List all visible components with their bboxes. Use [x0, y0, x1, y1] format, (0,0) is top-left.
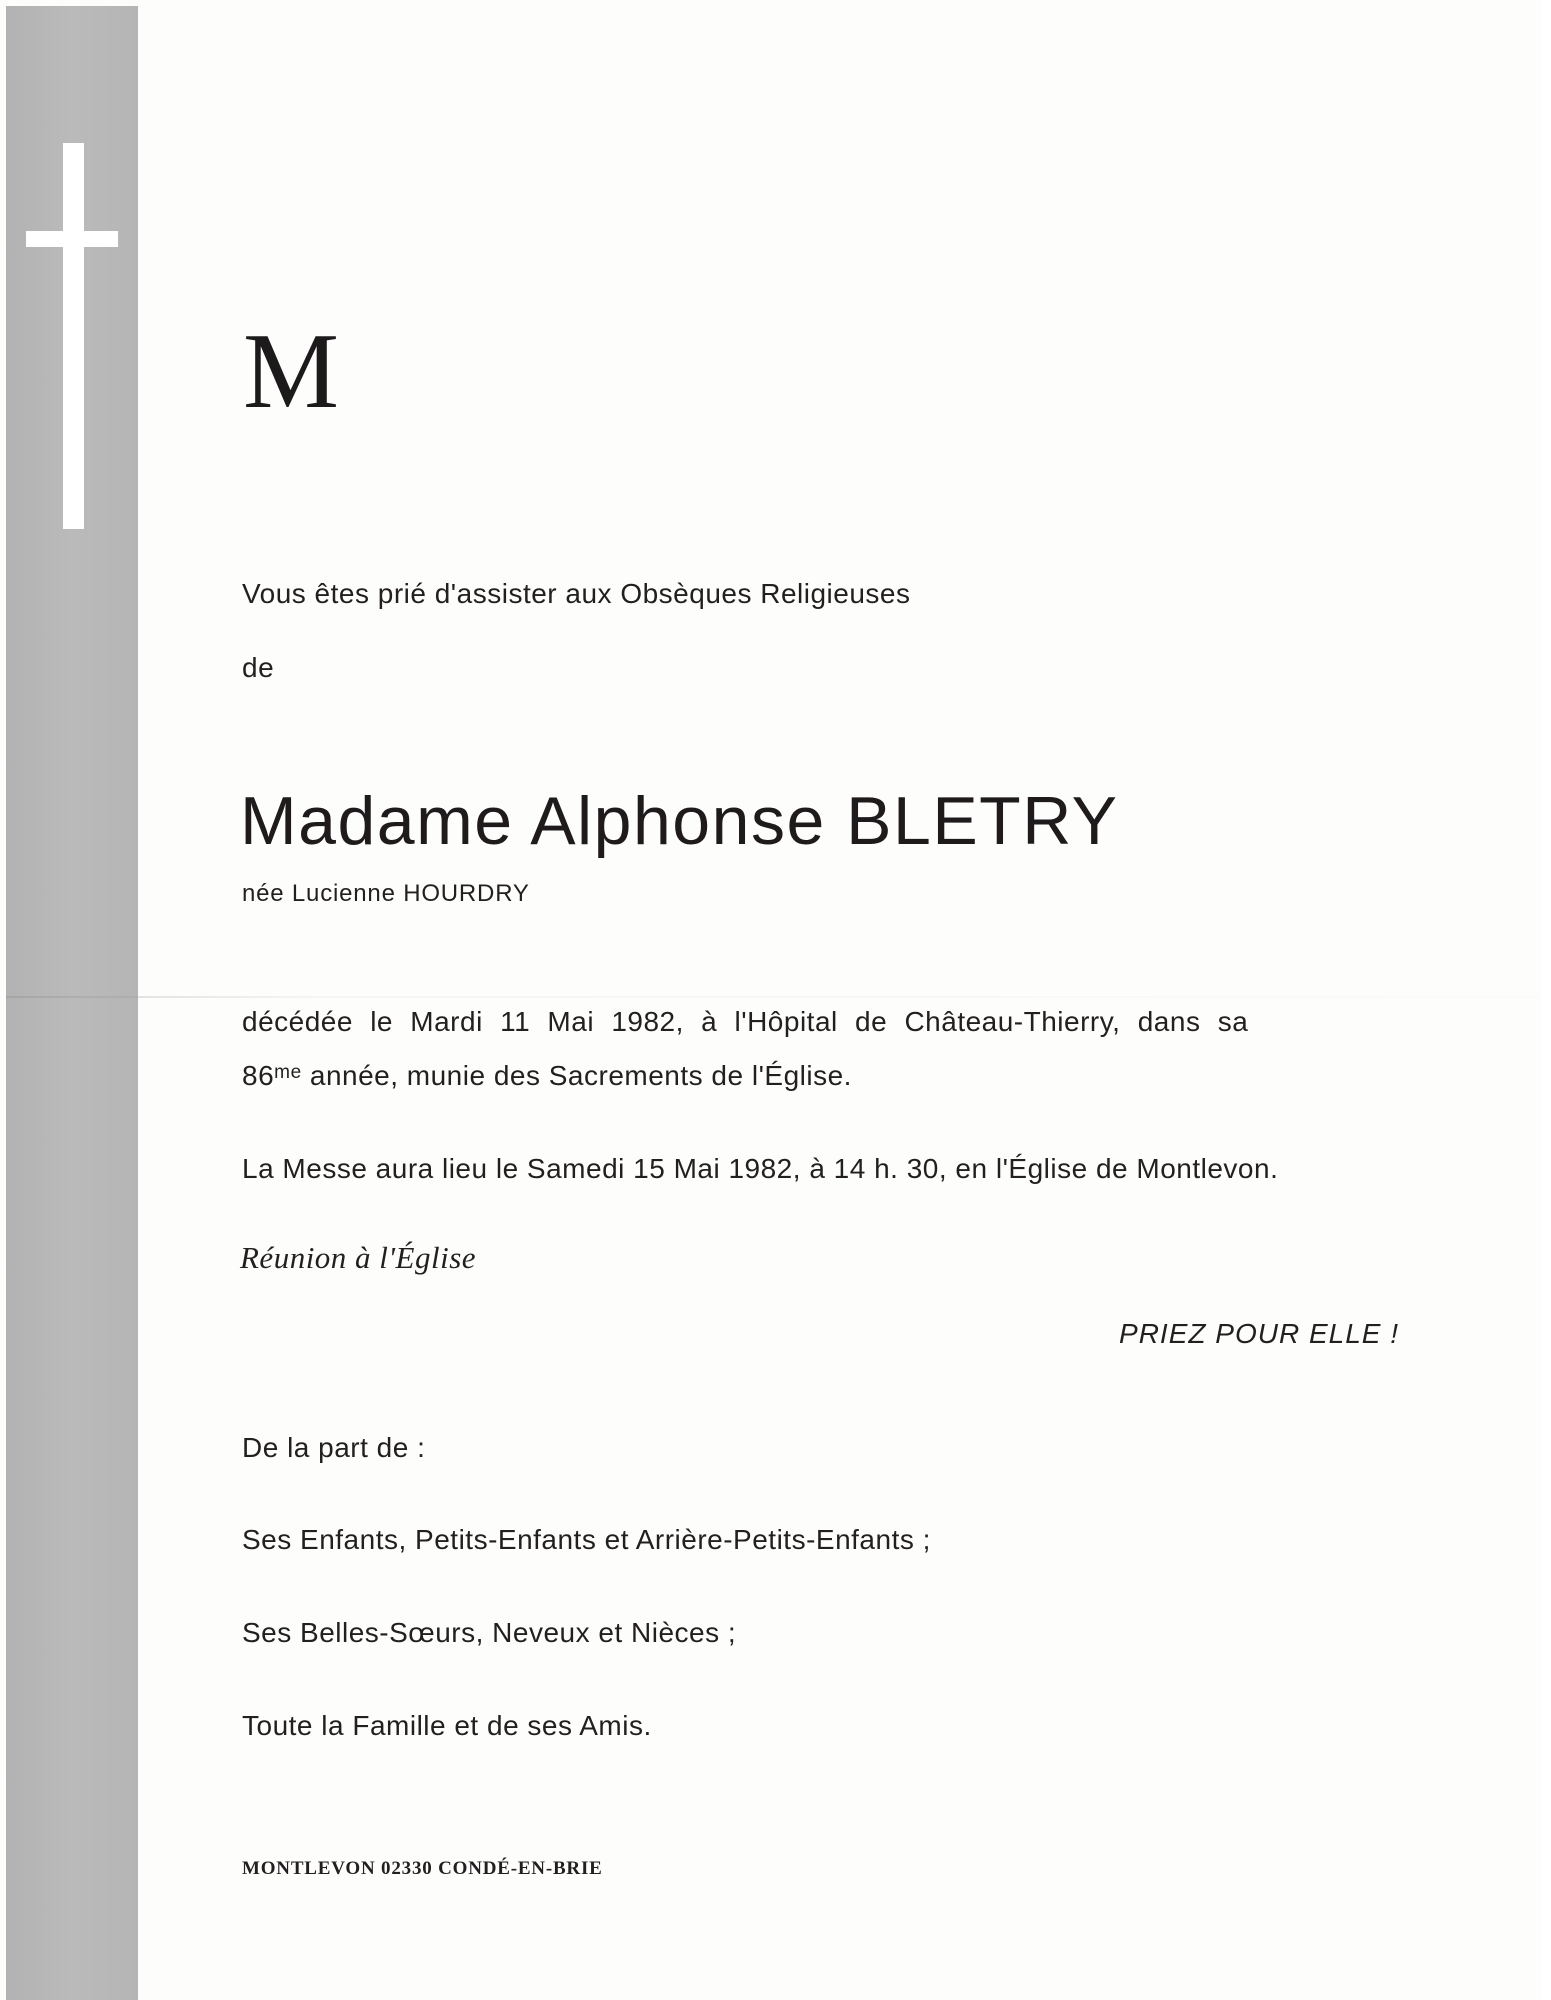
death-details-line-2: 86ᵐᵉ année, munie des Sacrements de l'Église. [242, 1060, 852, 1091]
invitation-text: Vous êtes prié d'assister aux Obsèques Religieuses [242, 578, 911, 609]
family-line: Ses Enfants, Petits-Enfants et Arrière-Petits-Enfants ; [242, 1524, 931, 1555]
death-details-line-1: décédée le Mardi 11 Mai 1982, à l'Hôpital de Château-Thierry, dans sa [242, 1006, 1249, 1037]
family-line: Ses Belles-Sœurs, Neveux et Nièces ; [242, 1617, 737, 1648]
page-edge [1541, 0, 1551, 2000]
preposition-de: de [242, 652, 275, 683]
meeting-place: Réunion à l'Église [240, 1240, 477, 1275]
initial-letter: M [243, 312, 340, 431]
address-footer: MONTLEVON 02330 CONDÉ-EN-BRIE [242, 1858, 603, 1879]
family-line: Toute la Famille et de ses Amis. [242, 1710, 652, 1741]
prayer-request: PRIEZ POUR ELLE ! [1119, 1318, 1399, 1349]
mass-details: La Messe aura lieu le Samedi 15 Mai 1982, à 14 h. 30, en l'Église de Montlevon. [242, 1153, 1279, 1184]
deceased-name: Madame Alphonse BLETRY [240, 783, 1119, 859]
paper-fold-line [6, 996, 1541, 998]
cross-horizontal-bar [26, 231, 118, 247]
maiden-name: née Lucienne HOURDRY [242, 880, 530, 907]
cross-vertical-bar [63, 143, 84, 529]
on-behalf-of-heading: De la part de : [242, 1432, 426, 1463]
